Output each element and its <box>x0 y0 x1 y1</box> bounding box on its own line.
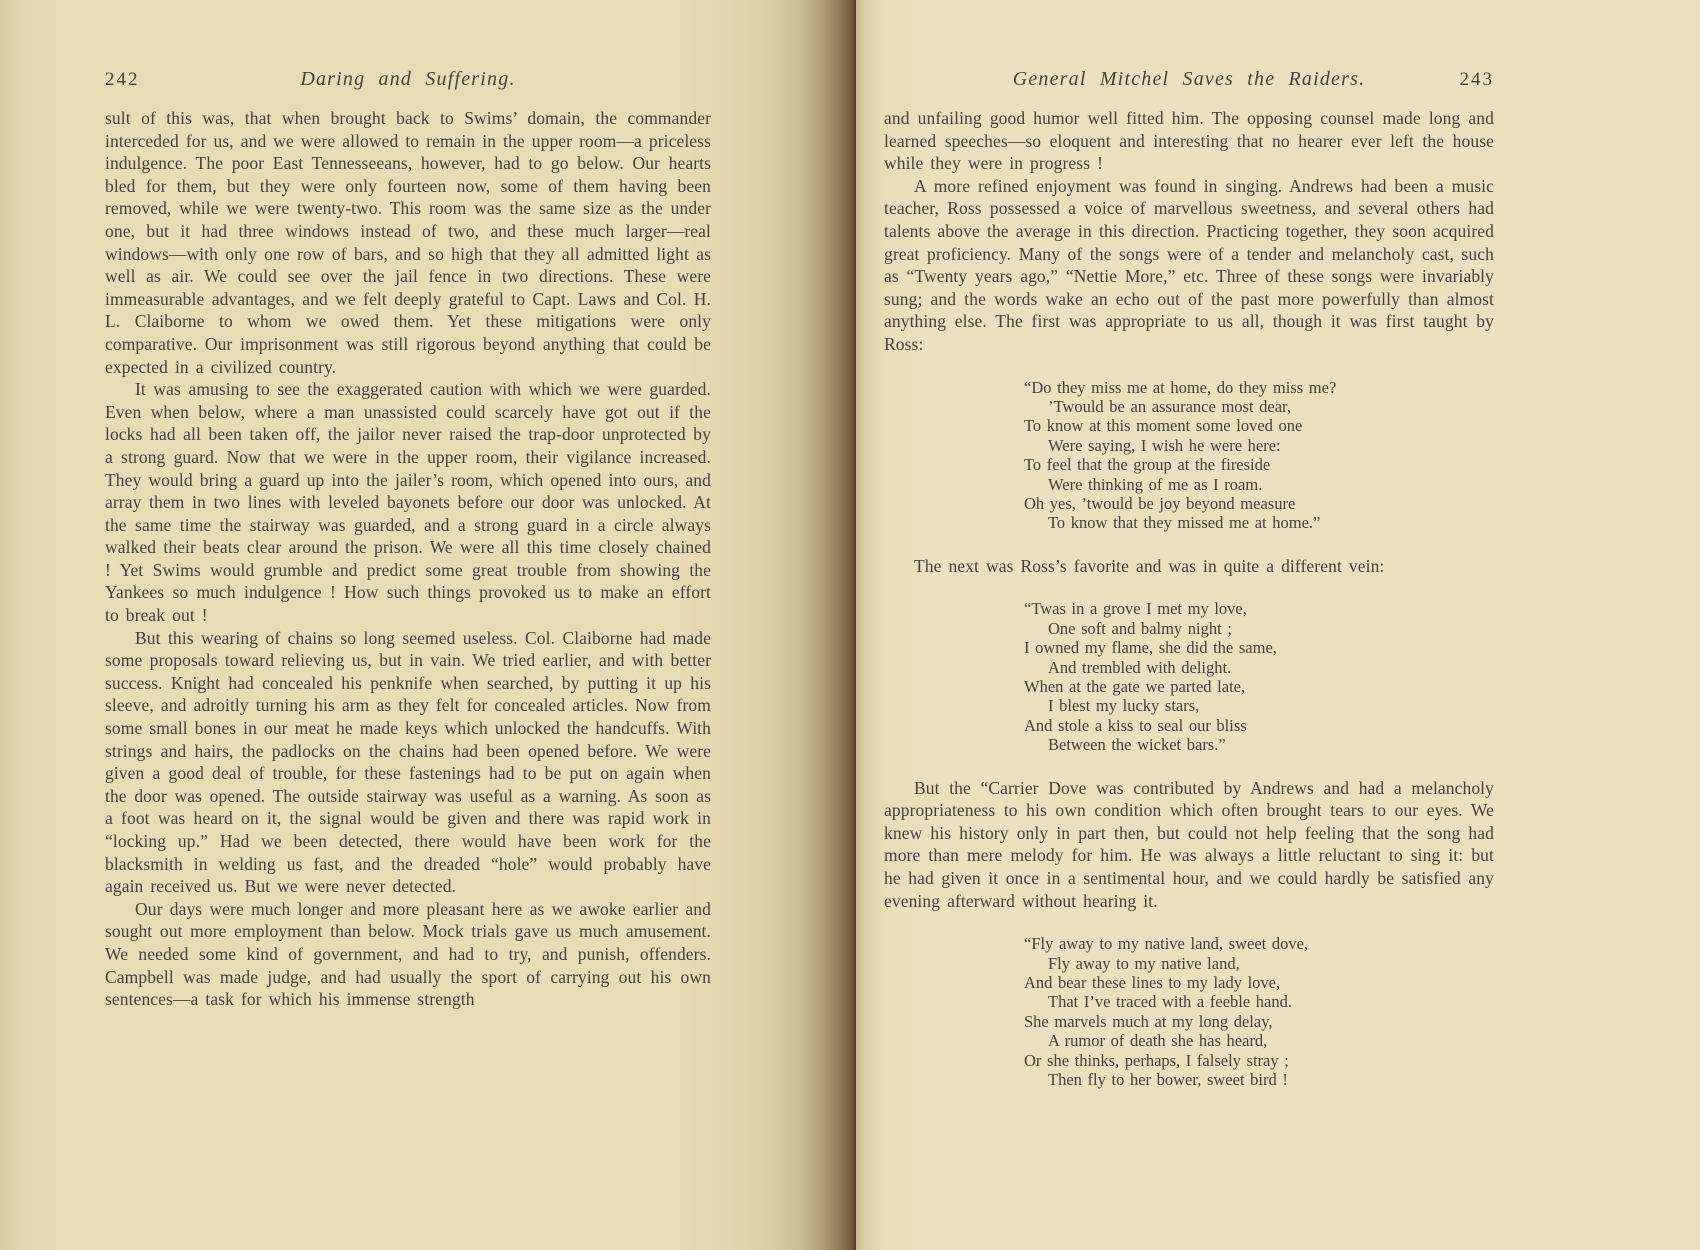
verse-line: “Twas in a grove I met my love, <box>1024 599 1247 619</box>
verse <box>1024 599 1494 754</box>
paragraph: A more refined enjoyment was found in singing. Andrews had been a music teacher, Ross possessed a voice of marvellous sweetness, and several others had talents above the average in this direction. Practicing together, they soon acquired great proficiency. Many of the songs were of a tender and melancholy cast, such as “Twenty years ago,” “Nettie More,” etc. Three of these songs were invariably sung; and the words wake an echo out of the past more powerfully than almost anything else. The first was appropriate to us all, though it was first taught by Ross: <box>884 175 1494 354</box>
verse-line: ’Twould be an assurance most dear, <box>1048 396 1292 416</box>
verse-line: When at the gate we parted late, <box>1024 677 1246 696</box>
paragraph: and unfailing good humor well fitted him. The opposing counsel made long and learned speeches—so eloquent and interesting that no hearer ever left the house while they were in progress ! <box>884 108 1494 174</box>
verse-line: A rumor of death she has heard, <box>1048 1031 1268 1051</box>
verse-line: Then fly to her bower, sweet bird ! <box>1048 1070 1288 1090</box>
right-body-column <box>884 107 1494 1111</box>
verse <box>1024 378 1494 533</box>
left-body-column <box>105 107 711 1011</box>
left-page <box>0 0 770 1250</box>
verse-line: Were thinking of me as I roam. <box>1048 474 1263 494</box>
right-page-number: 243 <box>1459 69 1494 90</box>
right-page-header <box>884 68 1494 96</box>
verse-line: One soft and balmy night ; <box>1048 618 1232 638</box>
verse-line: Oh yes, ’twould be joy beyond measure <box>1024 493 1296 513</box>
verse-line: To feel that the group at the fireside <box>1024 455 1271 475</box>
verse-line: Between the wicket bars.” <box>1048 735 1226 755</box>
page-gutter <box>770 0 856 1250</box>
verse-line: Or she thinks, perhaps, I falsely stray ; <box>1024 1050 1289 1070</box>
paragraph: It was amusing to see the exaggerated caution with which we were guarded. Even when below, where a man unassisted could scarcely have got out if the locks had all been taken off, the jailor never raised the trap-door unprotected by a strong guard. Now that we were in the upper room, their vigilance increased. They would bring a guard up into the jailer’s room, which opened into ours, and array them in two lines with leveled bayonets before our door was unlocked. At the same time the stairway was guarded, and a strong guard in a circle always walked their beats clear around the prison. We were all this time closely chained ! Yet Swims would grumble and predict some great trouble from showing the Yankees so much indulgence ! How such things provoked us to make an effort to break out ! <box>105 379 711 626</box>
verse-line: She marvels much at my long delay, <box>1024 1011 1273 1031</box>
verse-line: “Do they miss me at home, do they miss me? <box>1024 377 1337 397</box>
left-page-number: 242 <box>105 69 140 90</box>
left-running-head: Daring and Suffering. <box>300 68 516 90</box>
left-page-header <box>105 68 711 96</box>
verse-line: Fly away to my native land, <box>1048 953 1240 973</box>
paragraph: Our days were much longer and more pleasant here as we awoke earlier and sought out more employment than below. Mock trials gave us much amusement. We needed some kind of government, and had to try, and punish, offenders. Campbell was made judge, and had usually the sport of carrying out his own sentences—a task for which his immense strength <box>105 898 711 1010</box>
verse-line: And bear these lines to my lady love, <box>1024 973 1281 992</box>
right-running-head: General Mitchel Saves the Raiders. <box>1012 68 1366 90</box>
right-page <box>856 0 1700 1250</box>
verse-line: I blest my lucky stars, <box>1048 696 1200 716</box>
verse-line: Were saying, I wish he were here: <box>1048 435 1281 455</box>
verse-line: That I’ve traced with a feeble hand. <box>1048 992 1293 1012</box>
verse-line: To know at this moment some loved one <box>1024 416 1303 436</box>
verse-line: And trembled with delight. <box>1048 657 1232 677</box>
paragraph: sult of this was, that when brought back to Swims’ domain, the commander interceded for us, and we were allowed to remain in the upper room—a priceless indulgence. The poor East Tennesseeans, however, had to go below. Our hearts bled for them, but they were only fourteen now, some of them having been removed, while we were twenty-two. This room was the same size as the under one, but it had three windows instead of two, and these much larger—real windows—with only one row of bars, and so high that they all admitted light as well as air. We could see over the jail fence in two directions. These were immeasurable advantages, and we felt deeply grateful to Capt. Laws and Col. H. L. Claiborne to whom we owed them. Yet these mitigations were only comparative. Our imprisonment was still rigorous beyond anything that could be expected in a civilized country. <box>105 108 711 377</box>
verse-line: And stole a kiss to seal our bliss <box>1024 715 1247 735</box>
paragraph: The next was Ross’s favorite and was in quite a different vein: <box>914 555 1385 576</box>
verse <box>1024 934 1494 1089</box>
verse-line: To know that they missed me at home.” <box>1048 513 1321 533</box>
paragraph: But this wearing of chains so long seemed useless. Col. Claiborne had made some proposals toward relieving us, but in vain. We tried earlier, and with better success. Knight had concealed his penknife when searched, by putting it up his sleeve, and adroitly turning his arm as they felt for concealed articles. Now from some small bones in our meat he made keys which unlocked the handcuffs. With strings and hairs, the padlocks on the chains had been opened before. We were given a good deal of trouble, for these fastenings had to be put on again when the door was opened. The outside stairway was useful as a warning. As soon as a foot was heard on it, the signal would be given and there was rapid work in “locking up.” Had we been detected, there would have been work for the blacksmith in welding us fast, and the dreaded “hole” would probably have again received us. But we were never detected. <box>105 627 711 897</box>
verse-line: I owned my flame, she did the same, <box>1024 638 1277 658</box>
paragraph: But the “Carrier Dove was contributed by Andrews and had a melancholy appropriateness to his own condition which often brought tears to our eyes. We knew his history only in part then, but could not help feeling that the song had more than mere melody for him. He was always a little reluctant to sing it: but he had given it once in a sentimental hour, and we could hardly be satisfied any evening afterward without hearing it. <box>884 777 1494 911</box>
verse-line: “Fly away to my native land, sweet dove, <box>1024 934 1309 954</box>
